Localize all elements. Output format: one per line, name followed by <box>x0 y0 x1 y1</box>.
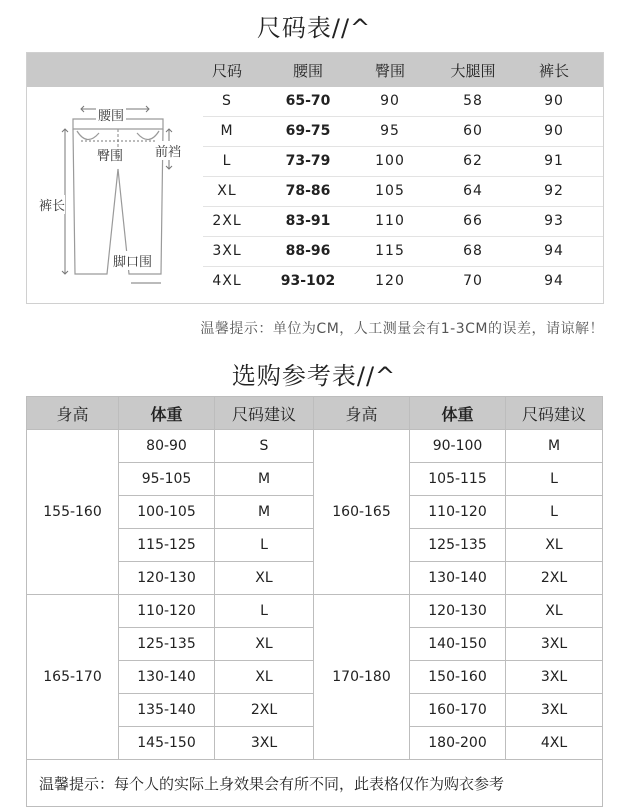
ref-size-cell: 2XL <box>215 694 314 727</box>
cell-length: 94 <box>544 273 564 289</box>
ref-size-cell: XL <box>215 628 314 661</box>
size-row <box>203 117 603 147</box>
ref-size-cell: XL <box>506 529 603 562</box>
ref-header-size: 尺码建议 <box>215 397 314 430</box>
size-row <box>203 237 603 267</box>
header-size: 尺码 <box>211 62 243 80</box>
ref-size-cell: S <box>215 430 314 463</box>
size-row <box>203 267 603 297</box>
cell-hip: 90 <box>380 93 400 109</box>
cell-size: S <box>222 93 232 109</box>
cell-size: L <box>222 153 232 169</box>
ref-height-cell: 160-165 <box>314 430 410 595</box>
cell-size: XL <box>217 183 237 199</box>
cell-waist: 83-91 <box>285 213 331 229</box>
ref-size-cell: 3XL <box>506 694 603 727</box>
cell-length: 92 <box>544 183 564 199</box>
ref-weight-cell: 145-150 <box>119 727 215 760</box>
ref-header-height: 身高 <box>314 397 410 430</box>
size-chart-tip: 温馨提示：单位为CM，人工测量会有1-3CM的误差，请谅解！ <box>200 321 604 337</box>
cell-hip: 120 <box>375 273 405 289</box>
ref-weight-cell: 105-115 <box>410 463 506 496</box>
cell-size: 2XL <box>212 213 242 229</box>
reference-tip-row <box>27 760 603 807</box>
cell-waist: 93-102 <box>280 273 336 289</box>
ref-size-cell: L <box>506 496 603 529</box>
cell-thigh: 68 <box>463 243 483 259</box>
cell-length: 90 <box>544 93 564 109</box>
cell-waist: 78-86 <box>285 183 331 199</box>
cell-size: 4XL <box>212 273 242 289</box>
ref-height-cell: 155-160 <box>27 430 119 595</box>
ref-size-cell: XL <box>506 595 603 628</box>
cell-hip: 115 <box>375 243 405 259</box>
size-chart-title: 尺码表//^ <box>256 14 372 42</box>
table-row <box>27 430 603 463</box>
cell-thigh: 70 <box>463 273 483 289</box>
header-hip: 臀围 <box>374 62 406 80</box>
ref-weight-cell: 160-170 <box>410 694 506 727</box>
ref-size-cell: L <box>506 463 603 496</box>
size-row <box>203 147 603 177</box>
ref-size-cell: M <box>506 430 603 463</box>
ref-weight-cell: 130-140 <box>410 562 506 595</box>
cell-thigh: 58 <box>463 93 483 109</box>
cell-size: M <box>220 123 234 139</box>
ref-weight-cell: 140-150 <box>410 628 506 661</box>
ref-weight-cell: 110-120 <box>410 496 506 529</box>
reference-tip: 温馨提示：每个人的实际上身效果会有所不同，此表格仅作为购衣参考 <box>27 760 603 807</box>
ref-size-cell: L <box>215 529 314 562</box>
ref-size-cell: L <box>215 595 314 628</box>
size-row <box>203 207 603 237</box>
ref-weight-cell: 120-130 <box>410 595 506 628</box>
header-length: 裤长 <box>538 62 570 80</box>
ref-weight-cell: 125-135 <box>410 529 506 562</box>
cell-hip: 100 <box>375 153 405 169</box>
reference-title: 选购参考表//^ <box>231 362 397 390</box>
ref-weight-cell: 100-105 <box>119 496 215 529</box>
ref-size-cell: M <box>215 496 314 529</box>
ref-size-cell: 4XL <box>506 727 603 760</box>
ref-weight-cell: 180-200 <box>410 727 506 760</box>
cell-length: 90 <box>544 123 564 139</box>
header-thigh: 大腿围 <box>450 62 496 80</box>
reference-header <box>27 397 603 430</box>
label-front-rise: 前裆 <box>155 141 181 160</box>
ref-weight-cell: 130-140 <box>119 661 215 694</box>
ref-size-cell: 2XL <box>506 562 603 595</box>
cell-waist: 73-79 <box>285 153 331 169</box>
ref-height-cell: 170-180 <box>314 595 410 760</box>
cell-hip: 105 <box>375 183 405 199</box>
ref-weight-cell: 90-100 <box>410 430 506 463</box>
ref-weight-cell: 95-105 <box>119 463 215 496</box>
ref-weight-cell: 150-160 <box>410 661 506 694</box>
ref-header-height: 身高 <box>27 397 119 430</box>
ref-weight-cell: 125-135 <box>119 628 215 661</box>
pants-diagram <box>29 89 199 301</box>
ref-weight-cell: 115-125 <box>119 529 215 562</box>
cell-hip: 110 <box>375 213 405 229</box>
ref-header-weight: 体重 <box>119 397 215 430</box>
cell-waist: 69-75 <box>285 123 331 139</box>
cell-thigh: 60 <box>463 123 483 139</box>
ref-weight-cell: 135-140 <box>119 694 215 727</box>
ref-size-cell: 3XL <box>506 661 603 694</box>
size-row <box>203 177 603 207</box>
ref-weight-cell: 80-90 <box>119 430 215 463</box>
ref-header-size: 尺码建议 <box>506 397 603 430</box>
cell-length: 93 <box>544 213 564 229</box>
label-hip: 臀围 <box>97 149 124 164</box>
size-row <box>203 87 603 117</box>
cell-length: 91 <box>544 153 564 169</box>
cell-thigh: 62 <box>463 153 483 169</box>
size-chart <box>26 52 604 304</box>
cell-thigh: 66 <box>463 213 483 229</box>
reference-table <box>26 396 603 807</box>
ref-size-cell: 3XL <box>506 628 603 661</box>
header-waist: 腰围 <box>292 62 324 80</box>
size-chart-header <box>27 53 603 87</box>
ref-weight-cell: 110-120 <box>119 595 215 628</box>
cell-waist: 88-96 <box>285 243 331 259</box>
ref-size-cell: XL <box>215 562 314 595</box>
cell-thigh: 64 <box>463 183 483 199</box>
ref-weight-cell: 120-130 <box>119 562 215 595</box>
ref-size-cell: 3XL <box>215 727 314 760</box>
ref-header-weight: 体重 <box>410 397 506 430</box>
cell-hip: 95 <box>380 123 400 139</box>
label-waist: 腰围 <box>96 105 126 124</box>
table-row <box>27 595 603 628</box>
ref-height-cell: 165-170 <box>27 595 119 760</box>
cell-length: 94 <box>544 243 564 259</box>
cell-size: 3XL <box>212 243 242 259</box>
ref-size-cell: M <box>215 463 314 496</box>
label-length: 裤长 <box>39 195 65 214</box>
cell-waist: 65-70 <box>285 93 331 109</box>
label-hem: 脚口围 <box>113 251 152 270</box>
ref-size-cell: XL <box>215 661 314 694</box>
